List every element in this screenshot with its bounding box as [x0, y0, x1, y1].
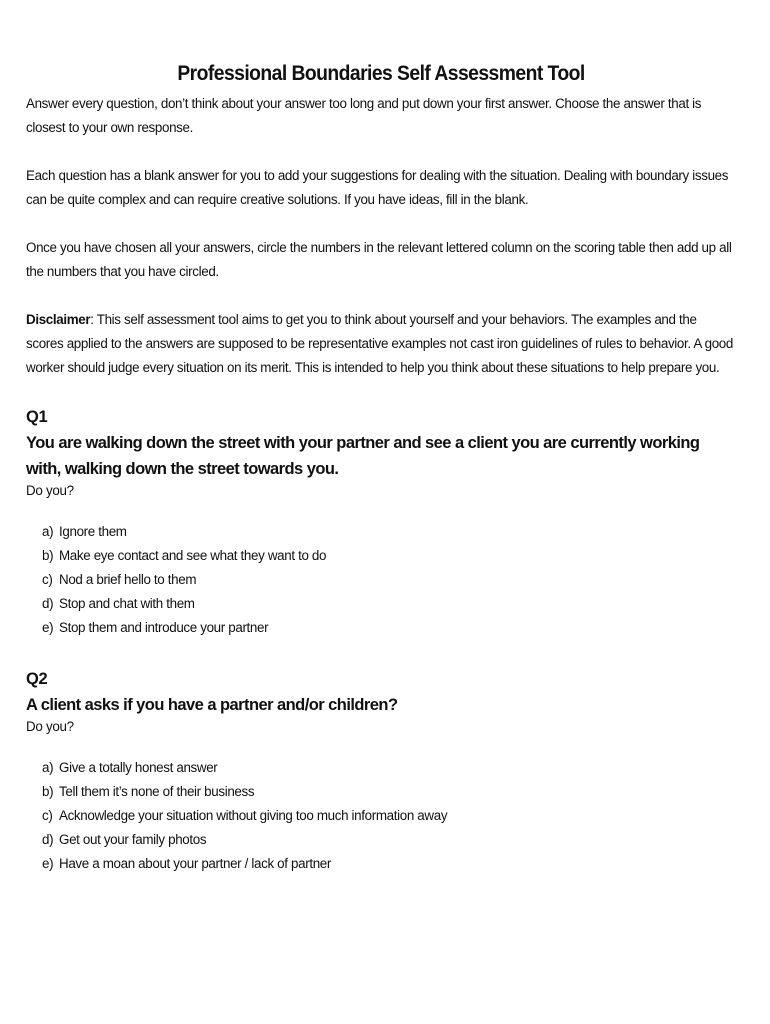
disclaimer-text: : This self assessment tool aims to get you to think about yourself and your behaviors. The examples and the scores applied to the answers are supposed to be representative examples not cast iron guidelines of rules to behavior. A good worker should judge every situation on its merit. This is intended to help you think about these situations to help prepare you. [26, 312, 733, 375]
answer-option [42, 520, 736, 544]
answer-option [42, 780, 736, 804]
intro-paragraph-1: Answer every question, don’t think about your answer too long and put down your first answer. Choose the answer that is closest to your own response. [26, 96, 702, 135]
intro-paragraph-3: Once you have chosen all your answers, circle the numbers in the relevant lettered column on the scoring table then add up all the numbers that you have circled. [26, 240, 732, 279]
answer-option [42, 568, 736, 592]
option-text: Have a moan about your partner / lack of partner [59, 856, 332, 871]
question-prompt: Do you? [26, 719, 74, 734]
option-text: Stop and chat with them [59, 596, 195, 611]
option-letter: c) [42, 572, 53, 587]
option-letter: b) [42, 548, 54, 563]
answer-option [42, 804, 736, 828]
option-letter: a) [42, 524, 54, 539]
option-letter: c) [42, 808, 53, 823]
disclaimer-label: Disclaimer [26, 312, 91, 327]
question-1 [26, 404, 736, 640]
option-letter: d) [42, 596, 54, 611]
answer-option [42, 616, 736, 640]
option-letter: e) [42, 856, 54, 871]
question-text: You are walking down the street with your partner and see a client you are currently working with, walking down the street towards you. [26, 434, 700, 478]
question-prompt: Do you? [26, 483, 74, 498]
answer-options [26, 756, 736, 876]
answer-option [42, 756, 736, 780]
question-text: A client asks if you have a partner and/or children? [26, 696, 398, 714]
disclaimer-paragraph [26, 308, 736, 380]
answer-option [42, 592, 736, 616]
option-letter: d) [42, 832, 54, 847]
answer-option [42, 852, 736, 876]
option-text: Nod a brief hello to them [59, 572, 197, 587]
question-number: Q2 [26, 670, 48, 688]
option-text: Ignore them [59, 524, 127, 539]
option-letter: b) [42, 784, 54, 799]
answer-options [26, 520, 736, 640]
option-text: Get out your family photos [59, 832, 207, 847]
answer-option [42, 544, 736, 568]
question-2 [26, 666, 736, 876]
document-title: Professional Boundaries Self Assessment Tool [177, 62, 585, 85]
option-text: Acknowledge your situation without giving too much information away [59, 808, 448, 823]
option-text: Stop them and introduce your partner [59, 620, 269, 635]
option-text: Make eye contact and see what they want to do [59, 548, 327, 563]
answer-option [42, 828, 736, 852]
question-number: Q1 [26, 408, 48, 426]
option-text: Tell them it’s none of their business [59, 784, 255, 799]
option-text: Give a totally honest answer [59, 760, 218, 775]
option-letter: a) [42, 760, 54, 775]
intro-paragraph-2: Each question has a blank answer for you to add your suggestions for dealing with the situation. Dealing with boundary issues can be quite complex and can require creative solutions. If you have ideas, fill in the blank. [26, 168, 729, 207]
option-letter: e) [42, 620, 54, 635]
